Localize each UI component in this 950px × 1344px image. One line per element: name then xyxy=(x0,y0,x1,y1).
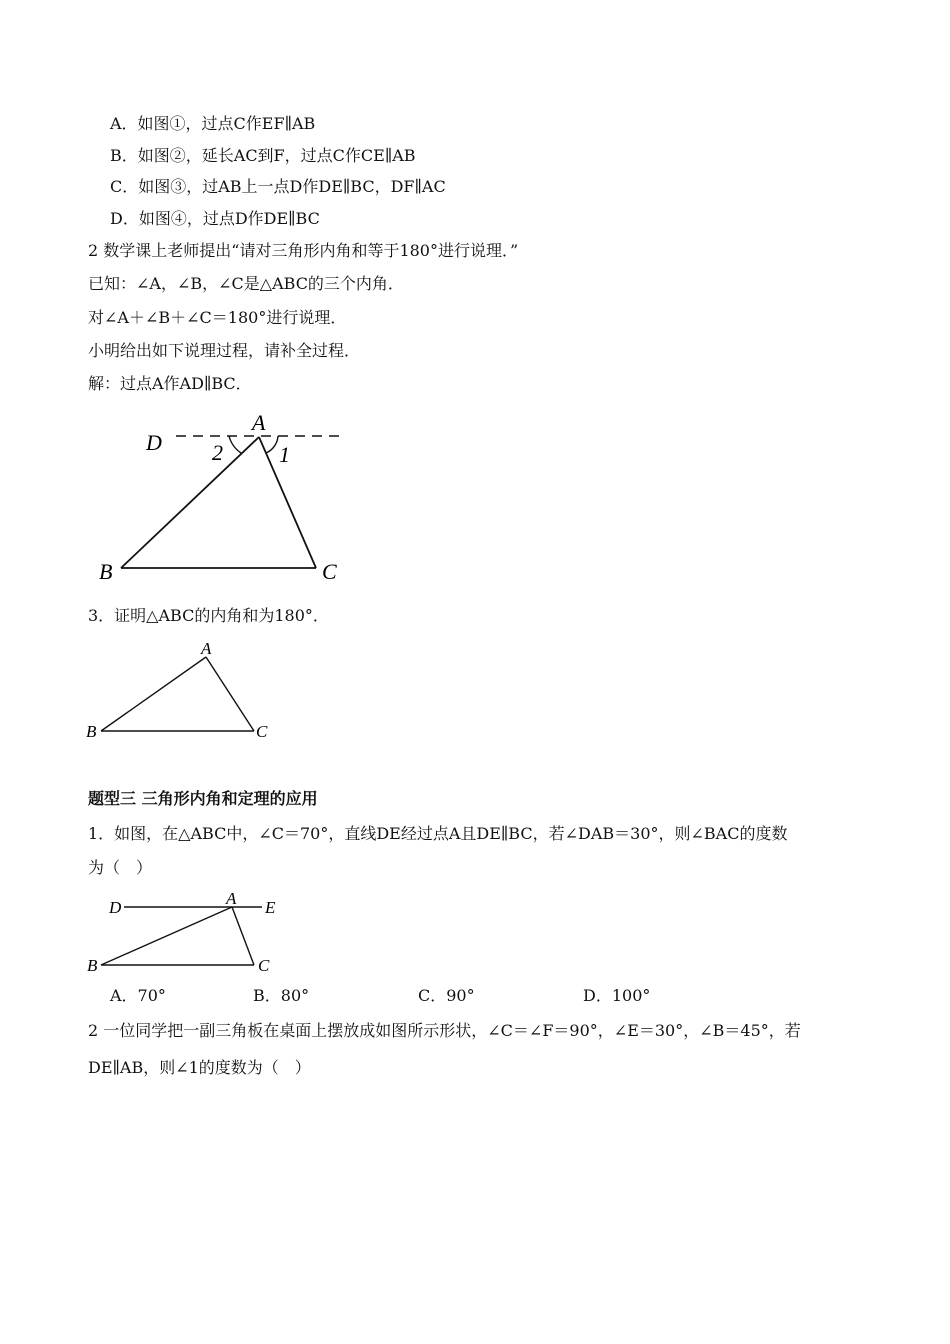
q4-option-c: C．90° xyxy=(418,986,475,1005)
q3-label-b: B xyxy=(86,722,97,741)
q3-prompt: 3．证明△ABC的内角和为180°． xyxy=(88,606,329,625)
q2-statement: 对∠A＋∠B＋∠C＝180°进行说理． xyxy=(88,308,347,327)
q4-label-d: D xyxy=(109,898,122,917)
choice-a: A．如图①，过点C作EF∥AB xyxy=(110,114,316,133)
q4-prompt-line2: 为（ ） xyxy=(88,858,153,877)
q2-label-d: D xyxy=(146,430,162,455)
q2-given: 已知：∠A，∠B，∠C是△ABC的三个内角． xyxy=(88,274,404,293)
q3-label-c: C xyxy=(256,722,268,741)
q4-side-ac xyxy=(232,907,254,965)
choice-d: D．如图④，过点D作DE∥BC xyxy=(110,209,320,228)
choice-c: C．如图③，过AB上一点D作DE∥BC，DF∥AC xyxy=(110,177,446,196)
q2-instruction: 小明给出如下说理过程，请补全过程． xyxy=(88,341,361,360)
q2-label-b: B xyxy=(99,559,113,584)
q5-prompt-line1: 2 一位同学把一副三角板在桌面上摆放成如图所示形状，∠C＝∠F＝90°，∠E＝30°，∠B＝45°，若 xyxy=(88,1021,801,1040)
q4-option-b: B．80° xyxy=(253,986,310,1005)
q2-label-c: C xyxy=(322,559,337,584)
q4-label-b: B xyxy=(87,956,98,975)
q2-label-angle2: 2 xyxy=(212,440,223,465)
q4-prompt-line1: 1．如图，在△ABC中，∠C＝70°，直线DE经过点A且DE∥BC，若∠DAB＝30°，则∠BAC的度数 xyxy=(88,824,788,843)
section-title: 题型三 三角形内角和定理的应用 xyxy=(88,789,318,808)
q2-label-angle1: 1 xyxy=(279,442,290,467)
q4-option-d: D．100° xyxy=(583,986,651,1005)
q4-label-e: E xyxy=(265,898,276,917)
q4-label-a: A xyxy=(226,889,237,908)
q3-label-a: A xyxy=(201,639,212,658)
choice-b: B．如图②，延长AC到F，过点C作CE∥AB xyxy=(110,146,416,165)
q2-prompt: 2 数学课上老师提出“请对三角形内角和等于180°进行说理．” xyxy=(88,241,519,260)
q4-label-c: C xyxy=(258,956,270,975)
q2-solution-start: 解：过点A作AD∥BC． xyxy=(88,374,252,393)
q4-option-a: A．70° xyxy=(110,986,166,1005)
q5-prompt-line2: DE∥AB，则∠1的度数为（ ） xyxy=(88,1058,311,1077)
q2-label-a: A xyxy=(252,410,266,435)
